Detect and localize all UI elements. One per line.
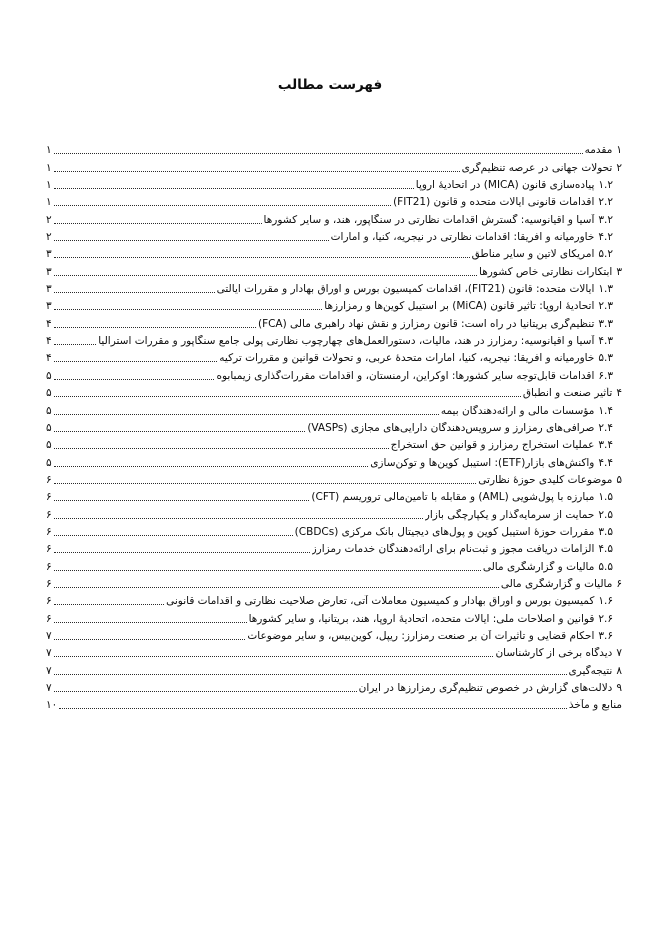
toc-entry-title: خاورمیانه و افریقا: نیجریه، کنیا، امارات متحدۀ عربی، و تحولات قوانین و مقررات ترکیه (219, 352, 595, 365)
toc-entry-number: ۶.۳ (598, 369, 613, 382)
toc-entry-page: ۲ (46, 213, 52, 226)
toc-entry-label (359, 682, 622, 695)
toc-entry-page: ۴ (46, 335, 52, 348)
toc-entry (46, 695, 622, 712)
toc-entry-title: ابتکارات نظارتی خاص کشورها (479, 265, 613, 278)
toc-entry-label (264, 214, 613, 227)
toc-entry-label (331, 231, 613, 244)
toc-entry-number: ۳ (616, 265, 622, 278)
toc-entry-page: ۳ (46, 248, 52, 261)
toc-entry-number: ۳.۳ (598, 317, 613, 330)
toc-entry-page: ۱ (46, 196, 52, 209)
toc-entry (46, 556, 622, 573)
toc-entry-number: ۵.۵ (598, 560, 613, 573)
toc-entry (46, 435, 622, 452)
toc-entry-number: ۴ (616, 387, 622, 400)
toc-entry-label (311, 491, 613, 504)
dot-leader (54, 430, 306, 432)
toc-entry-title: عملیات استخراج رمزارز و قوانین حق استخراج (390, 439, 595, 452)
toc-entry-title: موضوعات کلیدی حوزۀ نظارتی (478, 473, 613, 486)
toc-entry (46, 643, 622, 660)
toc-entry (46, 470, 622, 487)
toc-entry (46, 261, 622, 278)
toc-entry-title: دیدگاه برخی از کارشناسان (495, 647, 613, 660)
toc-entry-page: ۶ (46, 508, 52, 521)
toc-entry-title: تأثیر صنعت و انطباق (522, 387, 613, 400)
toc-entry-page: ۳ (46, 265, 52, 278)
toc-entry (46, 209, 622, 226)
toc-entry-label (478, 474, 622, 487)
toc-entry-number: ۲.۶ (598, 612, 613, 625)
toc-entry-title: مالیات و گزارشگری مالی (500, 577, 613, 590)
toc-entry-number: ۵.۳ (598, 352, 613, 365)
toc-entry (46, 383, 622, 400)
dot-leader (54, 621, 247, 623)
toc-entry-page: ۵ (46, 387, 52, 400)
toc-entry-number: ۴.۴ (598, 456, 613, 469)
toc-entry (46, 400, 622, 417)
toc-entry-title: پیاده‌سازی قانون (MICA) در اتحادیۀ اروپا (415, 179, 595, 192)
toc-entry-page: ۶ (46, 525, 52, 538)
toc-entry-number: ۸ (616, 664, 622, 677)
toc-entry-label (393, 196, 613, 209)
toc-entry-page: ۷ (46, 629, 52, 642)
toc-entry-label (585, 144, 622, 157)
dot-leader (54, 499, 310, 501)
toc-entry-label (495, 647, 622, 660)
toc-entry-title: تنظیم‌گری بریتانیا در راه است: قانون رمزارز و نقش نهاد راهبری مالی (FCA) (257, 317, 595, 330)
toc-entry-number: ۲.۴ (598, 421, 613, 434)
toc-entry-number: ۴.۵ (598, 543, 613, 556)
toc-entry-page: ۴ (46, 317, 52, 330)
dot-leader (54, 465, 369, 467)
toc-entry-label (249, 613, 613, 626)
dot-leader (54, 586, 499, 588)
toc-entry-label (569, 665, 623, 678)
dot-leader (54, 222, 262, 224)
dot-leader (54, 291, 215, 293)
toc-entry-number: ۱.۳ (598, 283, 613, 296)
toc-entry-title: مقدمه (584, 144, 613, 157)
dot-leader (54, 673, 567, 675)
toc-entry-number: ۳.۲ (598, 213, 613, 226)
dot-leader (54, 534, 293, 536)
dot-leader (54, 239, 329, 241)
toc-entry-label (441, 405, 613, 418)
toc-entry-title: مبارزه با پول‌شویی (AML) و مقابله با تأمین‌مالی تروریسم (CFT) (311, 491, 595, 504)
toc-entry-title: مؤسسات مالی و ارائه‌دهندگان بیمه (440, 404, 595, 417)
toc-entry-page: ۷ (46, 664, 52, 677)
toc-entry-page: ۱۰ (46, 699, 58, 712)
toc-entry-title: منابع و مآخذ (568, 699, 622, 712)
toc-entry-label (416, 179, 613, 192)
toc-entry (46, 452, 622, 469)
toc-entry-label (295, 526, 613, 539)
dot-leader (54, 152, 583, 154)
toc-entry (46, 522, 622, 539)
toc-entry (46, 504, 622, 521)
toc-entry (46, 574, 622, 591)
toc-entry (46, 175, 622, 192)
toc-entry-page: ۱ (46, 161, 52, 174)
toc-entry-label (391, 439, 613, 452)
dot-leader (54, 256, 470, 258)
toc-entry-number: ۱ (616, 144, 622, 157)
toc-entry (46, 313, 622, 330)
toc-entry-title: واکنش‌های بازار(ETF): استیبل کوین‌ها و توکن‌سازی (370, 456, 595, 469)
toc-entry-label (312, 543, 613, 556)
toc-entry-number: ۷ (616, 647, 622, 660)
toc-entry-number: ۹ (616, 682, 622, 694)
toc-list (0, 140, 660, 712)
toc-entry-number: ۱.۶ (598, 595, 613, 608)
dot-leader (54, 395, 521, 397)
toc-entry-page: ۱ (46, 179, 52, 192)
dot-leader (54, 655, 494, 657)
page-title: فهرست مطالب (277, 77, 383, 93)
toc-entry-title: حمایت از سرمایه‌گذار و یکپارچگی بازار (424, 508, 595, 521)
dot-leader (54, 204, 391, 206)
toc-entry-title: اقدامات قانونی ایالات متحده و قانون (FIT21) (393, 196, 595, 209)
toc-entry (46, 591, 622, 608)
dot-leader (54, 274, 477, 276)
toc-entry-page: ۷ (46, 647, 52, 660)
toc-entry-title: احکام قضایی و تأثیرات آن بر صنعت رمزارز: ریپل، کوین‌بیس، و سایر موضوعات (247, 629, 595, 642)
toc-entry (46, 365, 622, 382)
dot-leader (54, 482, 477, 484)
toc-entry-title: الزامات دریافت مجوز و ثبت‌نام برای ارائه‌دهندگان خدمات رمزارز (311, 543, 595, 556)
toc-entry-page: ۵ (46, 456, 52, 469)
toc-entry-number: ۵ (616, 473, 622, 486)
dot-leader (54, 378, 215, 380)
toc-entry (46, 227, 622, 244)
toc-entry-label (219, 352, 613, 365)
toc-entry-label (324, 300, 613, 313)
dot-leader (54, 413, 439, 415)
toc-entry (46, 296, 622, 313)
toc-entry (46, 418, 622, 435)
toc-entry-number: ۳.۴ (598, 439, 613, 452)
toc-entry-number: ۱.۴ (598, 404, 613, 417)
toc-entry-title: دلالت‌های گزارش در خصوص تنظیم‌گری رمزارزها در ایران (358, 682, 613, 694)
toc-entry (46, 539, 622, 556)
toc-entry-page: ۶ (46, 543, 52, 556)
toc-entry (46, 244, 622, 261)
toc-entry-page: ۵ (46, 404, 52, 417)
toc-entry-title: قوانین و اصلاحات ملی: ایالات متحده، اتحادیۀ اروپا، هند، بریتانیا، و سایر کشورها (248, 612, 595, 625)
toc-entry-page: ۶ (46, 473, 52, 486)
toc-entry (46, 157, 622, 174)
dot-leader (54, 326, 256, 328)
toc-entry (46, 279, 622, 296)
toc-entry-number: ۵.۲ (598, 248, 613, 261)
toc-entry-label (307, 422, 613, 435)
dot-leader (54, 343, 97, 345)
toc-entry-number: ۳.۵ (598, 525, 613, 538)
toc-entry-title: اتحادیۀ اروپا: تأثیر قانون (MiCA) بر استیبل کوین‌ها و رمزارزها (324, 300, 595, 313)
toc-entry-title: نتیجه‌گیری (568, 664, 613, 677)
toc-entry-page: ۳ (46, 300, 52, 313)
toc-entry-page: ۷ (46, 682, 52, 694)
toc-entry (46, 487, 622, 504)
toc-entry-page: ۵ (46, 421, 52, 434)
dot-leader (54, 308, 323, 310)
toc-entry (46, 348, 622, 365)
toc-entry-page: ۵ (46, 439, 52, 452)
dot-leader (54, 517, 423, 519)
dot-leader (54, 690, 357, 692)
toc-entry-title: خاورمیانه و افریقا: اقدامات نظارتی در نیجریه، کنیا، و امارات (330, 231, 595, 244)
toc-entry-page: ۶ (46, 560, 52, 573)
toc-entry-number: ۱.۵ (598, 491, 613, 504)
toc-entry (46, 678, 622, 695)
toc-entry-page: ۳ (46, 283, 52, 296)
toc-entry-page: ۶ (46, 577, 52, 590)
toc-entry-label (217, 283, 613, 296)
dot-leader (54, 170, 460, 172)
toc-entry-title: مقررات حوزۀ استیبل کوین و پول‌های دیجیتال بانک مرکزی (CBDCs) (294, 525, 595, 538)
toc-entry-number: ۴.۳ (598, 335, 613, 348)
toc-entry-title: صرافی‌های رمزارز و سرویس‌دهندگان دارایی‌های مجازی (VASPs) (307, 421, 595, 434)
toc-entry-page: ۲ (46, 231, 52, 244)
toc-entry-label (479, 266, 622, 279)
dot-leader (54, 360, 218, 362)
toc-entry (46, 608, 622, 625)
toc-entry-label (216, 370, 613, 383)
toc-entry-label (98, 335, 613, 348)
dot-leader (59, 707, 567, 709)
toc-entry-number: ۲.۵ (598, 508, 613, 521)
toc-entry-number: ۴.۲ (598, 231, 613, 244)
dot-leader (54, 447, 389, 449)
toc-entry-label (569, 699, 622, 712)
toc-entry-title: ایالات متحده: قانون (FIT21)، اقدامات کمیسیون بورس و اوراق بهادار و مقررات ایالتی (216, 283, 595, 296)
dot-leader (54, 187, 414, 189)
toc-entry-title: مالیات و گزارشگری مالی (482, 560, 595, 573)
toc-entry-title: تحولات جهانی در عرصه تنظیم‌گری (461, 161, 613, 174)
dot-leader (54, 569, 481, 571)
toc-entry-title: آسیا و اقیانوسیه: گسترش اقدامات نظارتی در سنگاپور، هند، و سایر کشورها (263, 213, 595, 226)
toc-entry-label (247, 630, 613, 643)
toc-entry-number: ۶ (616, 577, 622, 590)
toc-entry (46, 192, 622, 209)
toc-entry-label (523, 387, 622, 400)
toc-entry-label (501, 578, 622, 591)
toc-entry-page: ۴ (46, 352, 52, 365)
toc-entry-label (258, 318, 613, 331)
toc-entry-number: ۲.۲ (598, 196, 613, 209)
dot-leader (54, 551, 310, 553)
toc-entry-label (425, 509, 613, 522)
dot-leader (54, 603, 164, 605)
toc-entry-number: ۳.۶ (598, 629, 613, 642)
toc-entry-page: ۶ (46, 612, 52, 625)
toc-entry-page: ۶ (46, 595, 52, 608)
toc-entry-title: آسیا و اقیانوسیه: رمزارز در هند، مالیات، دستورالعمل‌های چهارچوب نظارتی پولی جامع سنگاپور و مقررات استرالیا (98, 335, 595, 348)
toc-entry-number: ۲ (616, 161, 622, 174)
toc-entry-label (472, 248, 613, 261)
toc-entry-number: ۲.۳ (598, 300, 613, 313)
toc-entry-label (370, 457, 613, 470)
toc-entry-label (462, 162, 622, 175)
toc-entry-label (483, 561, 613, 574)
toc-entry-page: ۶ (46, 491, 52, 504)
toc-entry-page: ۱ (46, 144, 52, 157)
toc-entry-number: ۱.۲ (598, 179, 613, 192)
toc-entry (46, 626, 622, 643)
toc-entry-title: اقدامات قابل‌توجه سایر کشورها: اوکراین، ارمنستان، و اقدامات مقررات‌گذاری زیمبابوه (216, 369, 595, 382)
toc-entry-title: امریکای لاتین و سایر مناطق (471, 248, 595, 261)
toc-entry-page: ۵ (46, 369, 52, 382)
toc-entry (46, 660, 622, 677)
toc-entry (46, 140, 622, 157)
toc-entry-label (166, 595, 613, 608)
toc-entry (46, 331, 622, 348)
dot-leader (54, 638, 246, 640)
toc-entry-title: کمیسیون بورس و اوراق بهادار و کمیسیون معاملات آتی، تعارض صلاحیت نظارتی و اقدامات قانونی (166, 595, 595, 608)
